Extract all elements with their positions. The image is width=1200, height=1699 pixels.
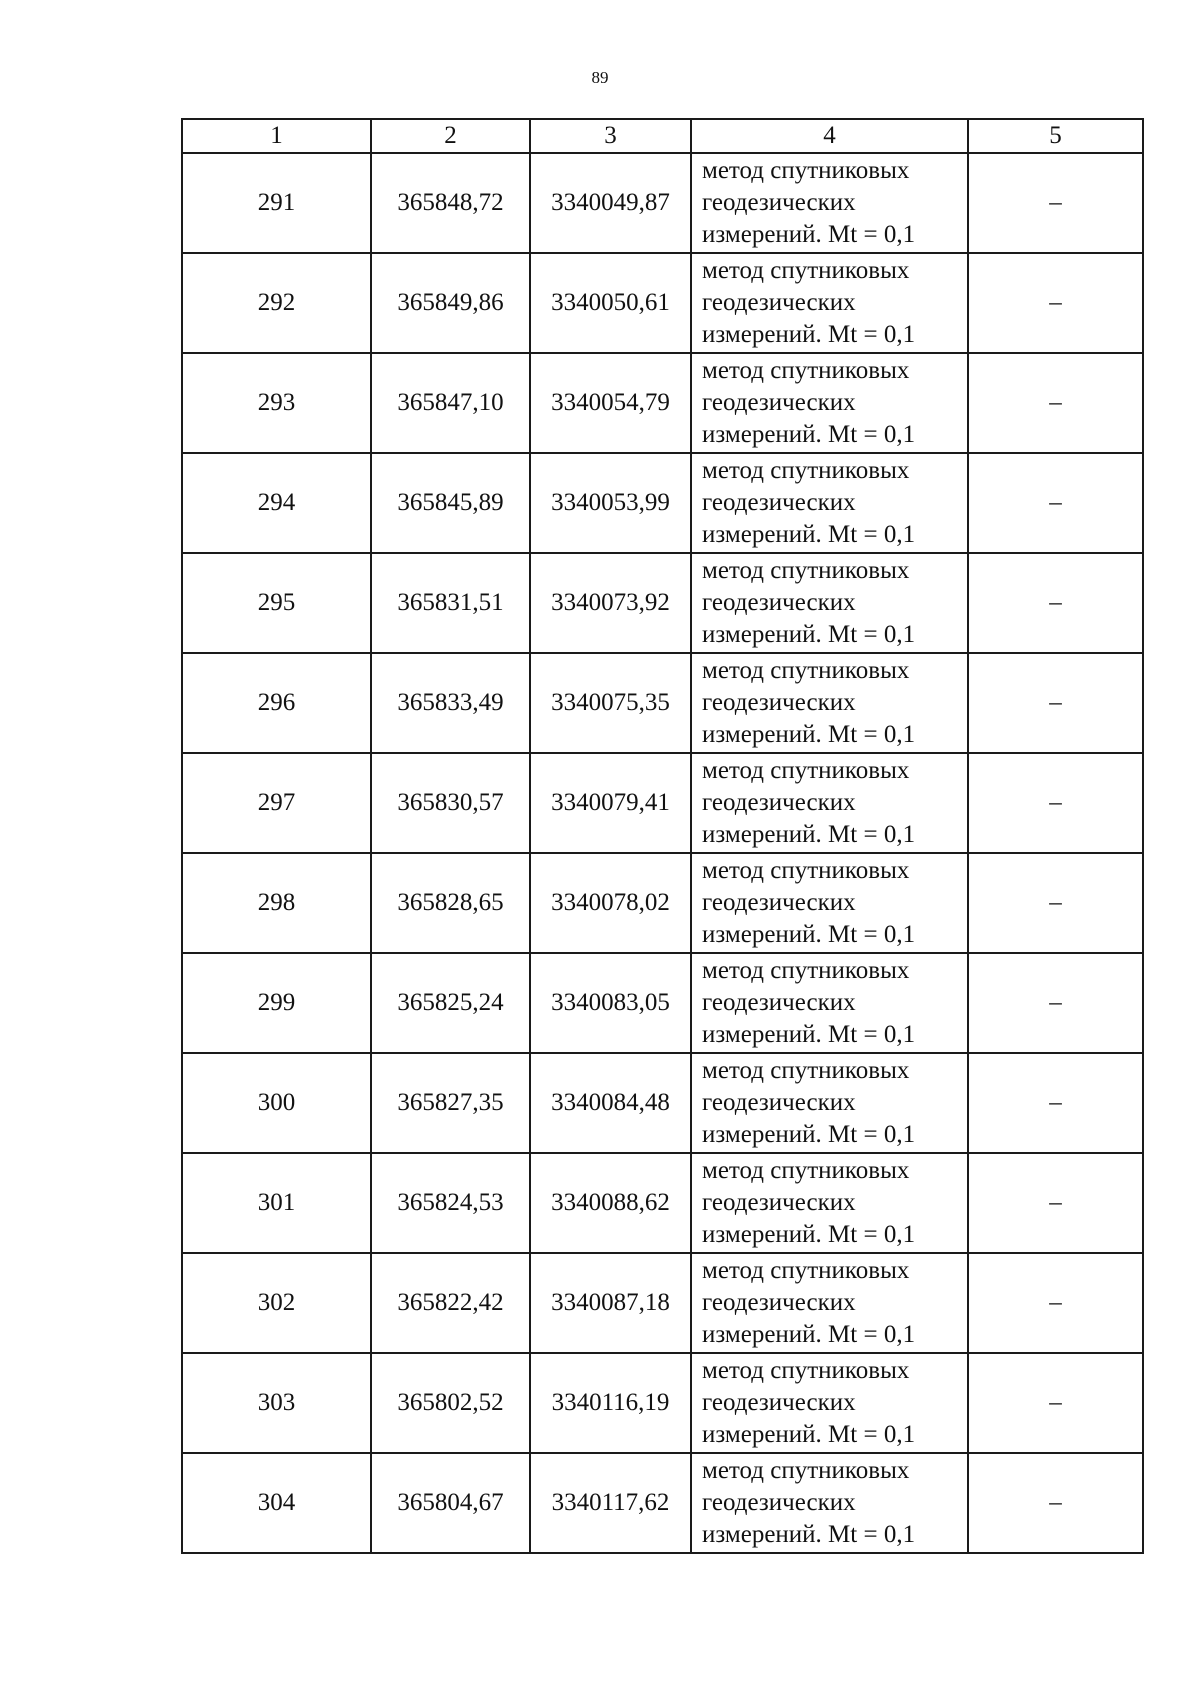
method-text-line: геодезических: [702, 589, 856, 616]
point-number-cell: 301: [182, 1153, 371, 1253]
method-cell: [691, 1353, 968, 1453]
table-row: [182, 1453, 1143, 1553]
method-text-line: измерений. Mt = 0,1: [702, 321, 916, 348]
method-text-line: метод спутниковых: [702, 657, 910, 684]
column-5-cell: –: [968, 553, 1143, 653]
column-header-3: 3: [530, 119, 691, 153]
page-number: 89: [591, 68, 609, 87]
method-cell: [691, 753, 968, 853]
point-number-cell: 296: [182, 653, 371, 753]
method-text-line: измерений. Mt = 0,1: [702, 1221, 916, 1248]
point-number-cell: 297: [182, 753, 371, 853]
header-row: [182, 119, 1143, 153]
method-text-line: метод спутниковых: [702, 257, 910, 284]
method-text-line: геодезических: [702, 889, 856, 916]
method-text-line: геодезических: [702, 489, 856, 516]
table-row: [182, 1153, 1143, 1253]
table-row: [182, 1253, 1143, 1353]
method-text-line: геодезических: [702, 1289, 856, 1316]
method-text-line: метод спутниковых: [702, 1157, 910, 1184]
method-text-line: измерений. Mt = 0,1: [702, 1121, 916, 1148]
method-text-line: геодезических: [702, 1089, 856, 1116]
y-coordinate-cell: 3340116,19: [530, 1353, 691, 1453]
method-text-line: геодезических: [702, 189, 856, 216]
point-number-cell: 293: [182, 353, 371, 453]
x-coordinate-cell: 365848,72: [371, 153, 530, 253]
method-cell: [691, 353, 968, 453]
y-coordinate-cell: 3340083,05: [530, 953, 691, 1053]
column-5-cell: –: [968, 453, 1143, 553]
column-5-cell: –: [968, 653, 1143, 753]
x-coordinate-cell: 365845,89: [371, 453, 530, 553]
point-number-cell: 292: [182, 253, 371, 353]
method-text-line: измерений. Mt = 0,1: [702, 221, 916, 248]
method-text-line: геодезических: [702, 1189, 856, 1216]
x-coordinate-cell: 365804,67: [371, 1453, 530, 1553]
method-text-line: метод спутниковых: [702, 1457, 910, 1484]
column-header-5: 5: [968, 119, 1143, 153]
method-text-line: измерений. Mt = 0,1: [702, 921, 916, 948]
y-coordinate-cell: 3340050,61: [530, 253, 691, 353]
method-text-line: геодезических: [702, 1389, 856, 1416]
y-coordinate-cell: 3340049,87: [530, 153, 691, 253]
method-text-line: метод спутниковых: [702, 757, 910, 784]
method-text-line: измерений. Mt = 0,1: [702, 421, 916, 448]
x-coordinate-cell: 365849,86: [371, 253, 530, 353]
table-row: [182, 1053, 1143, 1153]
point-number-cell: 298: [182, 853, 371, 953]
x-coordinate-cell: 365833,49: [371, 653, 530, 753]
column-5-cell: –: [968, 353, 1143, 453]
method-cell: [691, 1253, 968, 1353]
method-text-line: метод спутниковых: [702, 357, 910, 384]
method-cell: [691, 453, 968, 553]
table-row: [182, 1353, 1143, 1453]
method-text-line: геодезических: [702, 989, 856, 1016]
table-row: [182, 953, 1143, 1053]
method-text-line: измерений. Mt = 0,1: [702, 1021, 916, 1048]
column-5-cell: –: [968, 253, 1143, 353]
method-cell: [691, 153, 968, 253]
point-number-cell: 294: [182, 453, 371, 553]
column-header-4: 4: [691, 119, 968, 153]
method-text-line: измерений. Mt = 0,1: [702, 521, 916, 548]
method-cell: [691, 653, 968, 753]
y-coordinate-cell: 3340075,35: [530, 653, 691, 753]
method-text-line: измерений. Mt = 0,1: [702, 1321, 916, 1348]
y-coordinate-cell: 3340084,48: [530, 1053, 691, 1153]
x-coordinate-cell: 365827,35: [371, 1053, 530, 1153]
method-cell: [691, 1053, 968, 1153]
method-text-line: метод спутниковых: [702, 1057, 910, 1084]
method-text-line: геодезических: [702, 689, 856, 716]
method-cell: [691, 853, 968, 953]
table-row: [182, 353, 1143, 453]
point-number-cell: 300: [182, 1053, 371, 1153]
method-cell: [691, 1453, 968, 1553]
y-coordinate-cell: 3340079,41: [530, 753, 691, 853]
x-coordinate-cell: 365824,53: [371, 1153, 530, 1253]
table-row: [182, 553, 1143, 653]
method-text-line: измерений. Mt = 0,1: [702, 1521, 916, 1548]
point-number-cell: 302: [182, 1253, 371, 1353]
method-text-line: метод спутниковых: [702, 457, 910, 484]
coordinates-table: [181, 118, 1144, 1554]
x-coordinate-cell: 365847,10: [371, 353, 530, 453]
table-row: [182, 153, 1143, 253]
method-cell: [691, 1153, 968, 1253]
column-5-cell: –: [968, 853, 1143, 953]
x-coordinate-cell: 365802,52: [371, 1353, 530, 1453]
point-number-cell: 303: [182, 1353, 371, 1453]
column-5-cell: –: [968, 153, 1143, 253]
table-row: [182, 253, 1143, 353]
column-5-cell: –: [968, 1053, 1143, 1153]
method-text-line: измерений. Mt = 0,1: [702, 721, 916, 748]
x-coordinate-cell: 365825,24: [371, 953, 530, 1053]
x-coordinate-cell: 365830,57: [371, 753, 530, 853]
table-row: [182, 853, 1143, 953]
column-5-cell: –: [968, 1453, 1143, 1553]
method-cell: [691, 553, 968, 653]
table-row: [182, 453, 1143, 553]
x-coordinate-cell: 365828,65: [371, 853, 530, 953]
method-text-line: геодезических: [702, 1489, 856, 1516]
method-text-line: геодезических: [702, 789, 856, 816]
column-5-cell: –: [968, 1253, 1143, 1353]
column-header-2: 2: [371, 119, 530, 153]
method-text-line: геодезических: [702, 289, 856, 316]
table-row: [182, 653, 1143, 753]
x-coordinate-cell: 365831,51: [371, 553, 530, 653]
method-text-line: метод спутниковых: [702, 1357, 910, 1384]
y-coordinate-cell: 3340078,02: [530, 853, 691, 953]
method-text-line: метод спутниковых: [702, 557, 910, 584]
point-number-cell: 304: [182, 1453, 371, 1553]
point-number-cell: 299: [182, 953, 371, 1053]
column-5-cell: –: [968, 1353, 1143, 1453]
point-number-cell: 291: [182, 153, 371, 253]
method-text-line: метод спутниковых: [702, 157, 910, 184]
method-text-line: метод спутниковых: [702, 957, 910, 984]
y-coordinate-cell: 3340054,79: [530, 353, 691, 453]
method-text-line: измерений. Mt = 0,1: [702, 621, 916, 648]
method-text-line: измерений. Mt = 0,1: [702, 821, 916, 848]
y-coordinate-cell: 3340088,62: [530, 1153, 691, 1253]
column-5-cell: –: [968, 1153, 1143, 1253]
x-coordinate-cell: 365822,42: [371, 1253, 530, 1353]
column-5-cell: –: [968, 953, 1143, 1053]
method-text-line: метод спутниковых: [702, 857, 910, 884]
table-header: [182, 119, 1143, 153]
method-text-line: геодезических: [702, 389, 856, 416]
y-coordinate-cell: 3340073,92: [530, 553, 691, 653]
table-row: [182, 753, 1143, 853]
point-number-cell: 295: [182, 553, 371, 653]
method-cell: [691, 253, 968, 353]
y-coordinate-cell: 3340087,18: [530, 1253, 691, 1353]
y-coordinate-cell: 3340053,99: [530, 453, 691, 553]
method-cell: [691, 953, 968, 1053]
y-coordinate-cell: 3340117,62: [530, 1453, 691, 1553]
column-header-1: 1: [182, 119, 371, 153]
column-5-cell: –: [968, 753, 1143, 853]
method-text-line: измерений. Mt = 0,1: [702, 1421, 916, 1448]
method-text-line: метод спутниковых: [702, 1257, 910, 1284]
table-body: [182, 153, 1143, 1553]
